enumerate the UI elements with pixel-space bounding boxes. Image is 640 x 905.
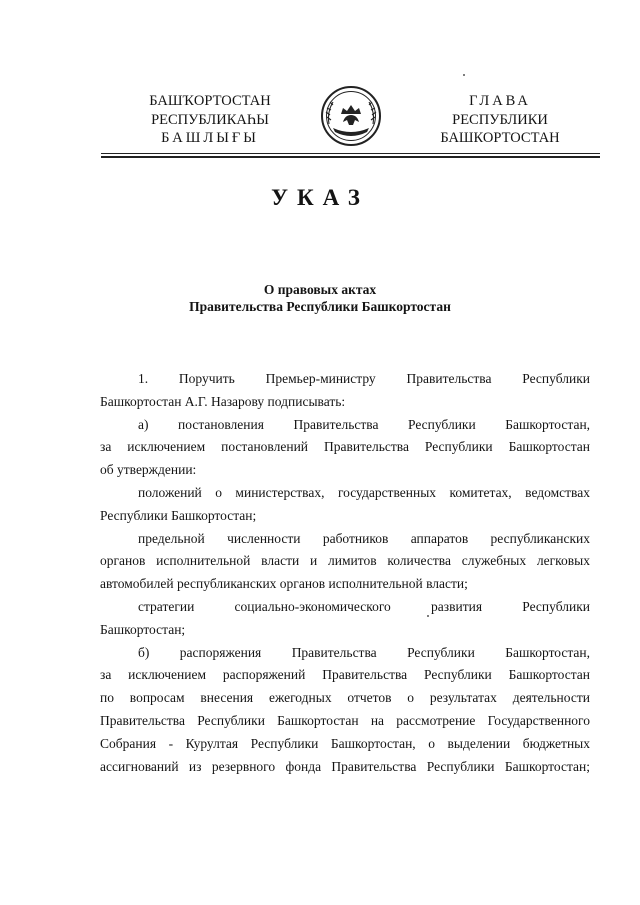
body-line: по вопросам внесения ежегодных отчетов о результатах деятельности bbox=[100, 690, 590, 706]
body-word: постановления bbox=[178, 416, 264, 432]
body-line: за исключением постановлений Правительства Республики Башкортостан bbox=[100, 439, 590, 455]
body-word: а) bbox=[138, 416, 149, 432]
document-subject bbox=[0, 281, 640, 315]
header-bashkir bbox=[128, 92, 292, 148]
body-word: Правительства bbox=[293, 416, 379, 432]
header-rule-thin bbox=[101, 153, 600, 154]
body-line bbox=[100, 368, 590, 391]
body-word: развития bbox=[431, 598, 483, 614]
body-word: 1. Поручить bbox=[138, 371, 235, 386]
subject-line-2: Правительства Республики Башкортостан bbox=[189, 299, 451, 314]
body-word: Республики bbox=[407, 644, 475, 660]
body-word: Республики bbox=[522, 598, 590, 614]
body-word: социально-экономического bbox=[234, 598, 391, 614]
header-russian-line-1: ГЛАВА bbox=[469, 93, 531, 109]
body-word: Башкортостан, bbox=[505, 644, 591, 660]
body-line bbox=[100, 596, 590, 619]
body-line: Башкортостан А.Г. Назарову подписывать: bbox=[100, 393, 346, 409]
body-line: автомобилей республиканских органов исполнительной власти; bbox=[100, 576, 468, 592]
body-line bbox=[100, 414, 590, 437]
body-word: Правительства bbox=[291, 644, 377, 660]
subject-line-1: О правовых актах bbox=[263, 282, 377, 297]
body-line: Башкортостан; bbox=[100, 621, 186, 637]
body-word: Премьер-министру bbox=[265, 371, 376, 386]
body-line: положений о министерствах, государственных комитетах, ведомствах bbox=[138, 484, 590, 500]
body-word: б) bbox=[138, 644, 150, 660]
body-word: Республики bbox=[407, 416, 476, 432]
body-line bbox=[100, 642, 590, 665]
body-word: Республики bbox=[522, 371, 590, 386]
body-line: Правительства Республики Башкортостан на рассмотрение Государственного bbox=[100, 712, 590, 728]
scan-speck bbox=[463, 74, 465, 76]
body-line: об утверждении: bbox=[100, 462, 197, 478]
scan-speck bbox=[427, 615, 429, 617]
header-bashkir-line-2: РЕСПУБЛИКАҺЫ bbox=[151, 111, 269, 128]
body-word: стратегии bbox=[138, 598, 195, 614]
body-line: за исключением распоряжений Правительства Республики Башкортостан bbox=[100, 667, 590, 683]
body-line: Республики Башкортостан; bbox=[100, 507, 257, 523]
document-title: УКАЗ bbox=[271, 185, 369, 210]
document-body bbox=[100, 368, 590, 778]
header-russian-line-3: БАШКОРТОСТАН bbox=[440, 130, 560, 146]
body-line: предельной численности работников аппаратов республиканских bbox=[138, 530, 590, 546]
header-russian bbox=[425, 92, 575, 148]
body-line: ассигнований из резервного фонда Правительства Республики Башкортостан; bbox=[100, 758, 590, 774]
body-word: Башкортостан, bbox=[505, 416, 591, 432]
body-line: органов исполнительной власти и лимитов количества служебных легковых bbox=[100, 553, 590, 569]
header-bashkir-line-3: БАШЛЫҒЫ bbox=[161, 130, 259, 146]
header-bashkir-line-1: БАШҠОРТОСТАН bbox=[149, 93, 271, 109]
body-line: Собрания - Курултая Республики Башкортостан, о выделении бюджетных bbox=[100, 735, 590, 751]
header-russian-line-2: РЕСПУБЛИКИ bbox=[452, 111, 548, 128]
header-rule-thick bbox=[101, 156, 600, 158]
body-word: Правительства bbox=[406, 371, 492, 386]
body-word: распоряжения bbox=[179, 644, 262, 660]
coat-of-arms-icon bbox=[319, 84, 383, 148]
